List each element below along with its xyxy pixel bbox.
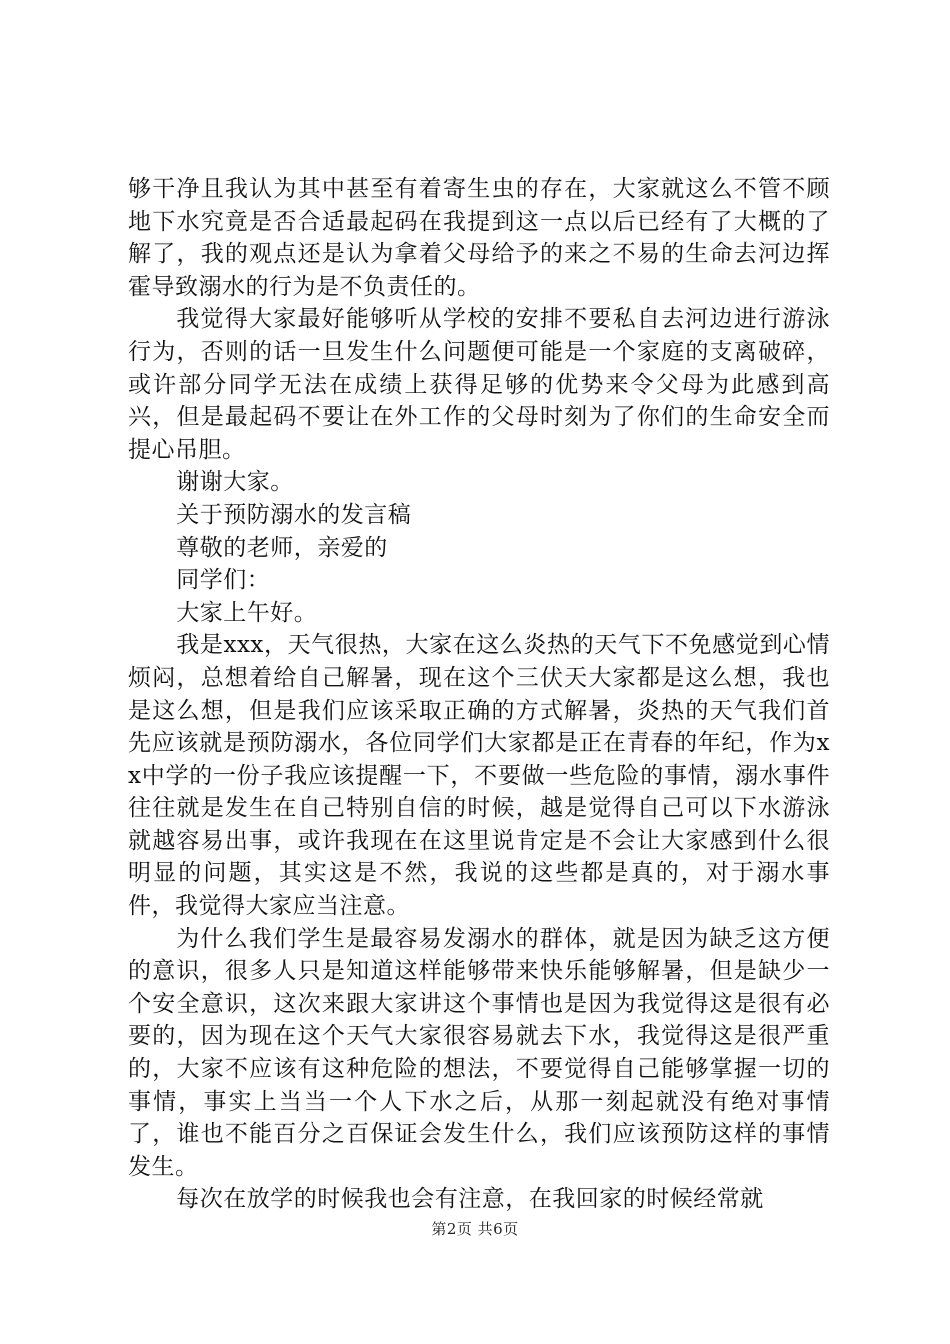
paragraph-continuation: 够干净且我认为其中甚至有着寄生虫的存在，大家就这么不管不顾地下水究竟是否合适最起码在我提到这一点以后已经有了大概的了解了，我的观点还是认为拿着父母给予的来之不易的生命去河边挥霍导致溺水的行为是不负责任的。 (128, 176, 830, 300)
speech-title: 关于预防溺水的发言稿 (176, 501, 412, 528)
paragraph-school-advice: 我觉得大家最好能够听从学校的安排不要私自去河边进行游泳行为，否则的话一旦发生什么问题便可能是一个家庭的支离破碎，或许部分同学无法在成绩上获得足够的优势来令父母为此感到高兴，但是最起码不要让在外工作的父母时刻为了你们的生命安全而提心吊胆。 (128, 306, 830, 463)
salutation-line-1: 尊敬的老师，亲爱的 (176, 534, 388, 561)
paragraph-after-school: 每次在放学的时候我也会有注意，在我回家的时候经常就 (176, 1186, 764, 1213)
page-indicator: 第2页 共6页 (431, 1220, 519, 1238)
salutation-line-2: 同学们： (176, 567, 271, 594)
document-body (128, 173, 830, 1216)
greeting: 大家上午好。 (176, 599, 318, 626)
paragraph-safety-awareness: 为什么我们学生是最容易发溺水的群体，就是因为缺乏这方便的意识，很多人只是知道这样能够带来快乐能够解暑，但是缺少一个安全意识，这次来跟大家讲这个事情也是因为我觉得这是很有必要的，因为现在这个天气大家很容易就去下水，我觉得这是很严重的，大家不应该有这种危险的想法，不要觉得自己能够掌握一切的事情，事实上当当一个人下水之后，从那一刻起就没有绝对事情了，谁也不能百分之百保证会发生什么，我们应该预防这样的事情发生。 (128, 925, 830, 1180)
paragraph-introduction: 我是xxx，天气很热，大家在这么炎热的天气下不免感觉到心情烦闷，总想着给自己解暑，现在这个三伏天大家都是这么想，我也是这么想，但是我们应该采取正确的方式解暑，炎热的天气我们首先应该就是预防溺水，各位同学们大家都是正在青春的年纪，作为xx中学的一份子我应该提醒一下，不要做一些危险的事情，溺水事件往往就是发生在自己特别自信的时候，越是觉得自己可以下水游泳就越容易出事，或许我现在在这里说肯定是不会让大家感到什么很明显的问题，其实这是不然，我说的这些都是真的，对于溺水事件，我觉得大家应当注意。 (128, 632, 830, 920)
paragraph-thanks: 谢谢大家。 (176, 469, 294, 496)
